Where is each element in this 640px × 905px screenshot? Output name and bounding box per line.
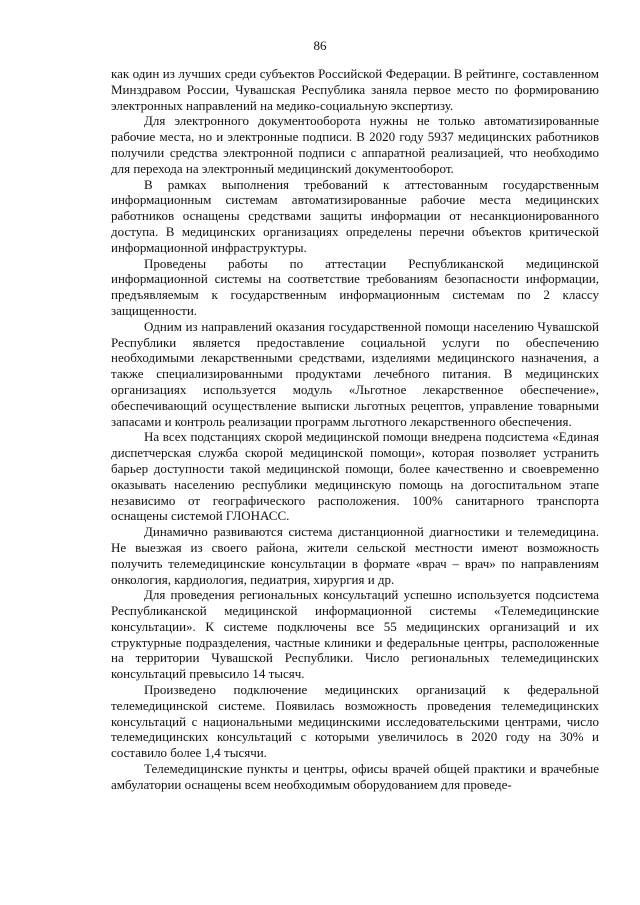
paragraph: В рамках выполнения требований к аттестованным государственным информационным системам автоматизированные рабочие места медицинских работников оснащены средствами защиты информации от несанкционированного доступа. В медицинских организациях определены перечни объектов критической информационной инфраструктуры. [111, 176, 599, 255]
paragraph: Для электронного документооборота нужны не только автоматизированные рабочие места, но и электронные подписи. В 2020 году 5937 медицинских работников получили средства электронной подписи с аппаратной реализацией, что необходимо для перехода на электронный медицинский документооборот. [111, 113, 599, 176]
paragraph: Телемедицинские пункты и центры, офисы врачей общей практики и врачебные амбулатории оснащены всем необходимым оборудованием для проведе- [111, 761, 599, 792]
paragraph: как один из лучших среди субъектов Российской Федерации. В рейтинге, составленном Минздравом России, Чувашская Республика заняла первое место по формированию электронных направлений на медико-социальную экспертизу. [111, 66, 599, 113]
paragraph: Динамично развиваются система дистанционной диагностики и телемедицина. Не выезжая из своего района, жители сельской местности имеют возможность получить телемедицинские консультации в формате «врач – врач» по направлениям онкология, кардиология, педиатрия, хирургия и др. [111, 524, 599, 587]
paragraph: Одним из направлений оказания государственной помощи населению Чувашской Республики является предоставление социальной услуги по обеспечению необходимыми лекарственными средствами, изделиями медицинского назначения, а также специализированными продуктами лечебного питания. В медицинских организациях используется модуль «Льготное лекарственное обеспечение», обеспечивающий осуществление выписки льготных рецептов, управление товарными запасами и контроль реализации программ льготного лекарственного обеспечения. [111, 318, 599, 429]
paragraph: Для проведения региональных консультаций успешно используется подсистема Республиканской медицинской информационной системы «Телемедицинские консультации». К системе подключены все 55 медицинских организаций и их структурные подразделения, частные клиники и федеральные центры, расположенные на территории Чувашской Республики. Число региональных телемедицинских консультаций превысило 14 тысяч. [111, 587, 599, 682]
paragraph: Проведены работы по аттестации Республиканской медицинской информационной системы на соответствие требованиям безопасности информации, предъявляемым к государственным информационным системам по 2 классу защищенности. [111, 255, 599, 318]
page-number: 86 [313, 38, 327, 53]
paragraph: Произведено подключение медицинских организаций к федеральной телемедицинской системе. Появилась возможность проведения телемедицинских консультаций с национальными медицинскими исследовательскими центрами, число телемедицинских консультаций с которыми увеличилось в 2020 году на 30% и составило более 1,4 тысячи. [111, 682, 599, 761]
paragraph: На всех подстанциях скорой медицинской помощи внедрена подсистема «Единая диспетчерская служба скорой медицинской помощи», которая позволяет устранить барьер доступности такой медицинской помощи, более качественно и своевременно оказывать населению республики медицинскую помощь на догоспитальном этапе независимо от географического расположения. 100% санитарного транспорта оснащены системой ГЛОНАСС. [111, 429, 599, 524]
body-text [111, 66, 599, 793]
